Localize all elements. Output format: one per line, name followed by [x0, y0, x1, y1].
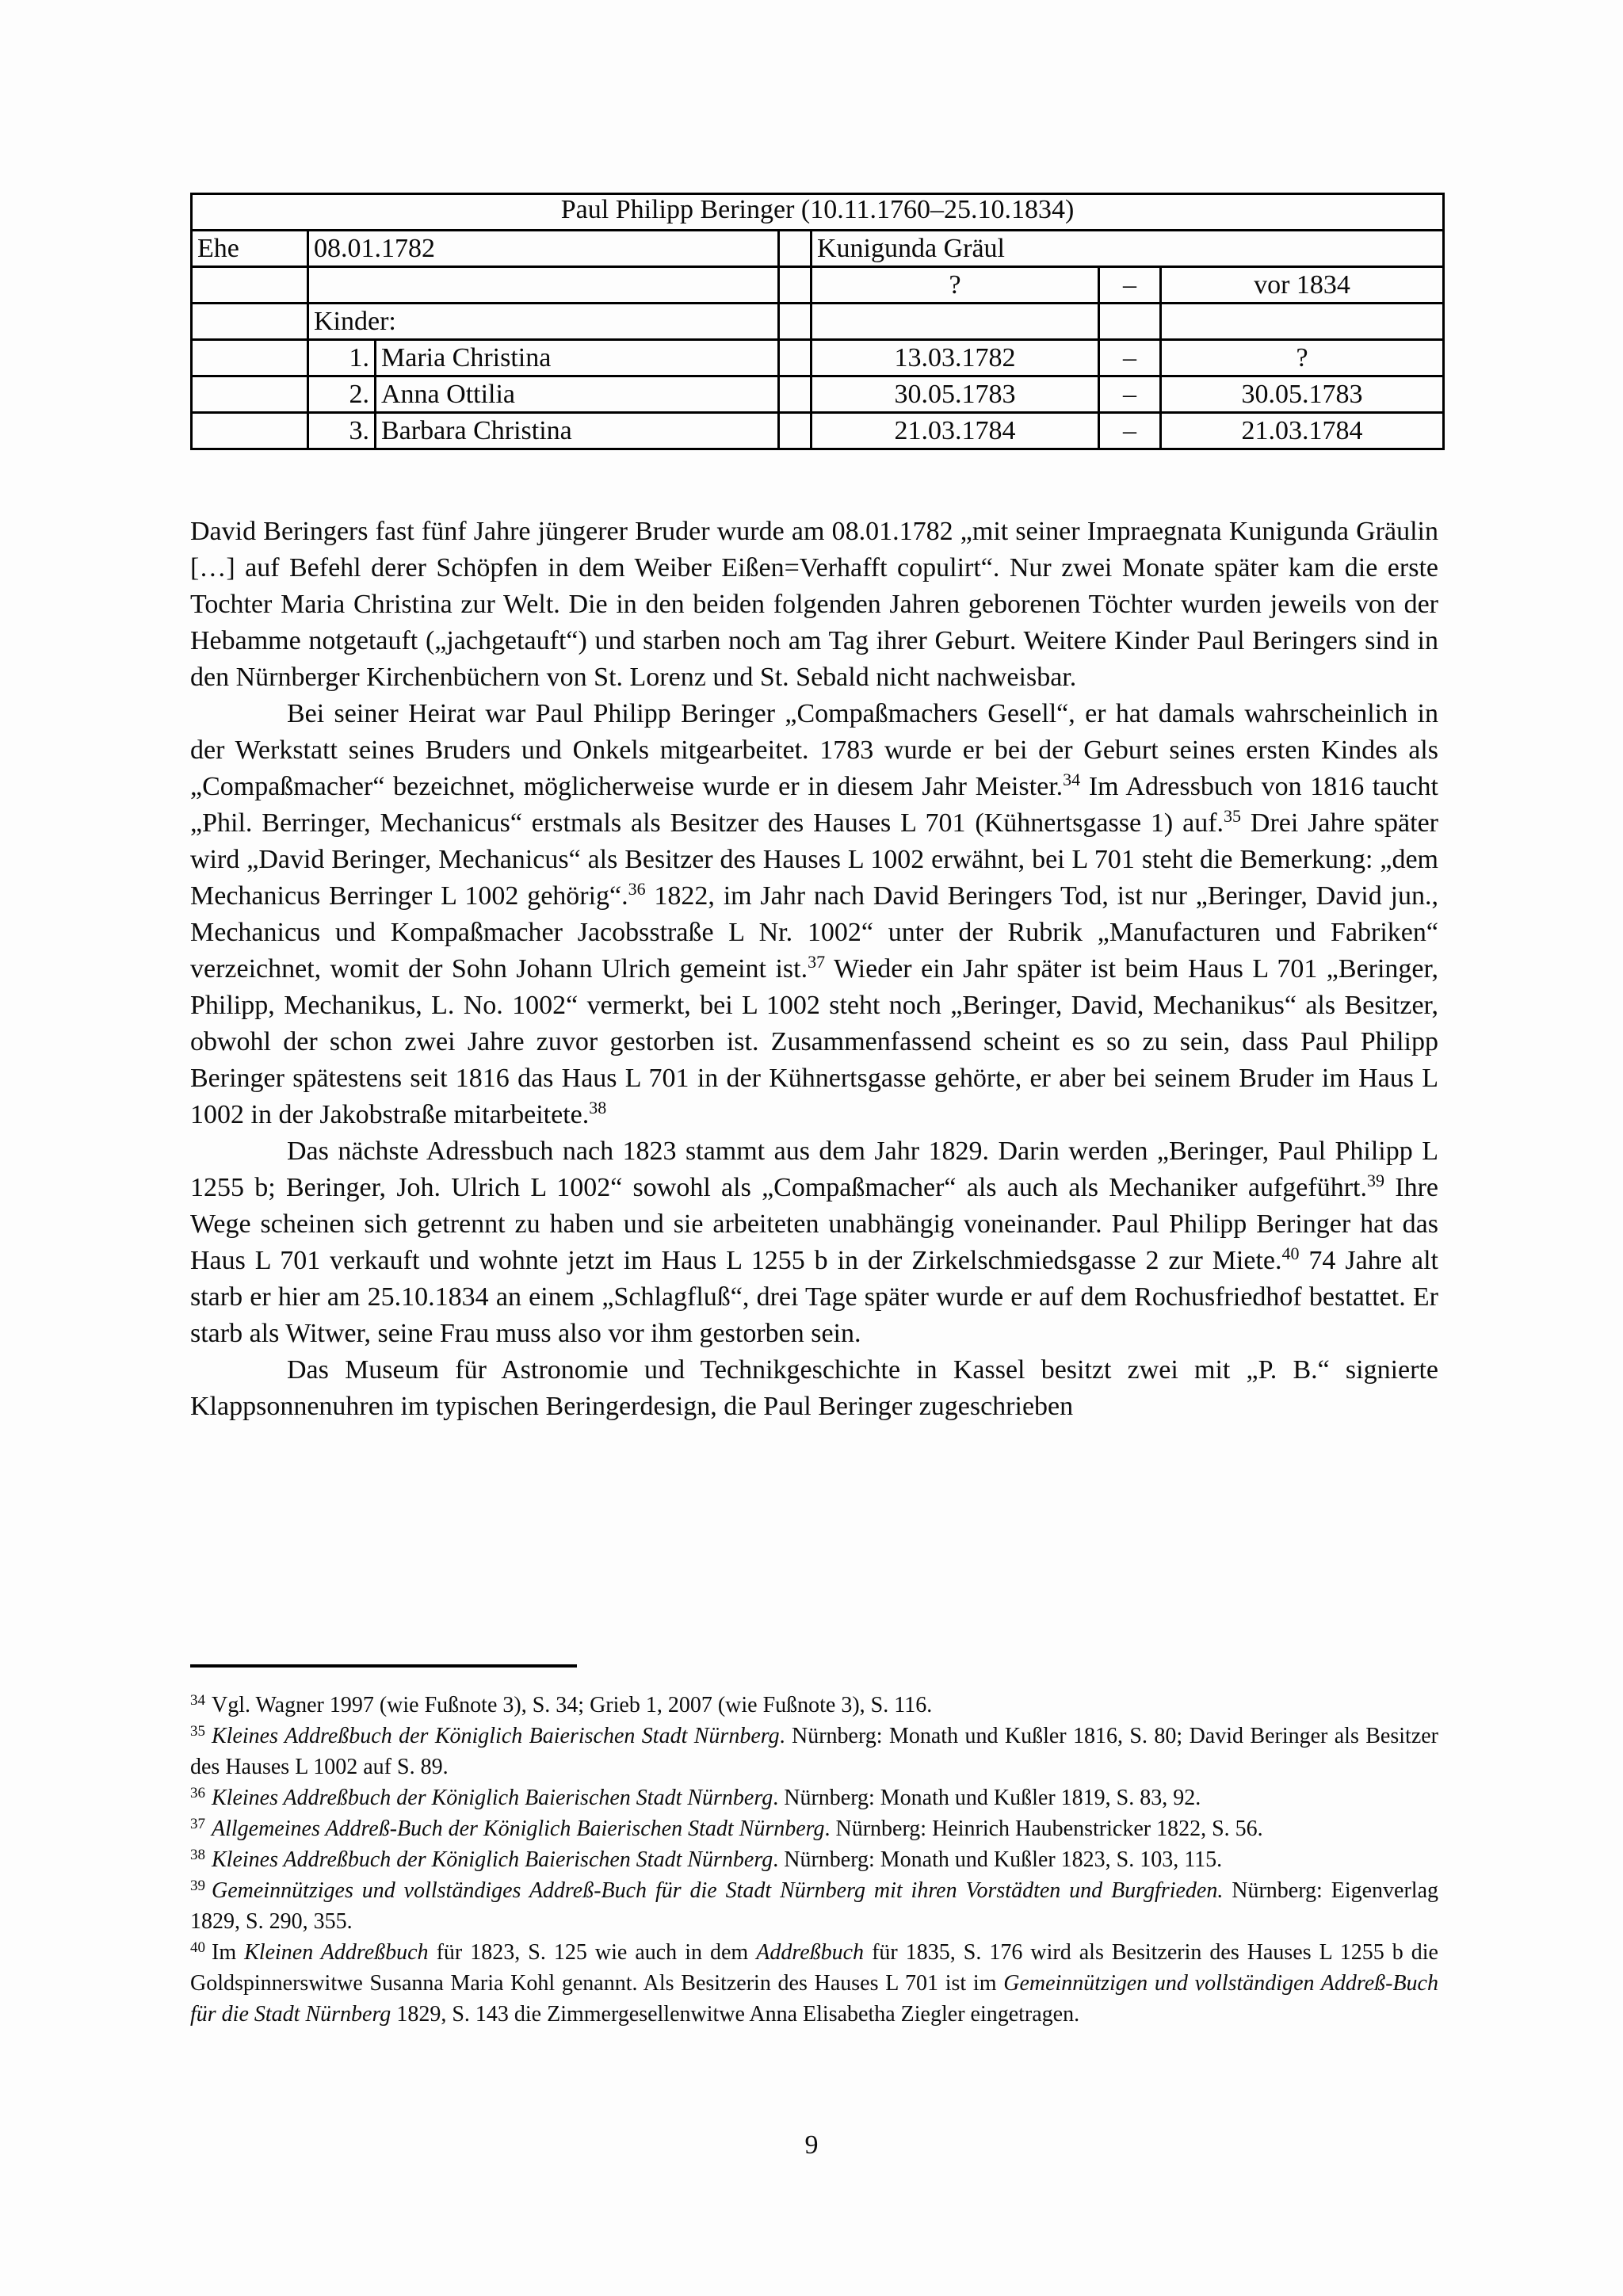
page-number: 9 [804, 2130, 819, 2160]
child-number: 2. [308, 376, 376, 413]
footnote-number: 35 [190, 1722, 205, 1740]
footnote [190, 1875, 1438, 1937]
footnote-text: Kleines Addreßbuch der Königlich Baierischen Stadt Nürnberg. Nürnberg: Monath und Kußler 1823, S. 103, 115. [212, 1847, 1223, 1872]
empty-cell [1161, 304, 1444, 340]
footnote-ref: 36 [628, 878, 646, 899]
footnote-text: Vgl. Wagner 1997 (wie Fußnote 3), S. 34; Grieb 1, 2007 (wie Fußnote 3), S. 116. [212, 1693, 933, 1717]
footnote-ref: 37 [808, 951, 826, 972]
child-birth: 21.03.1784 [812, 413, 1099, 449]
child-name: Maria Christina [376, 340, 779, 376]
spouse-death: vor 1834 [1161, 267, 1444, 304]
footnote [190, 1721, 1438, 1782]
dash-cell: – [1099, 376, 1161, 413]
child-row [192, 340, 1444, 376]
empty-cell [192, 304, 308, 340]
footnote-text: Im Kleinen Addreßbuch für 1823, S. 125 wie auch in dem Addreßbuch für 1835, S. 176 wird als Besitzerin des Hauses L 1255 b die Goldspinnerswitwe Susanna Maria Kohl genannt. Als Besitzerin des Hauses L 701 ist im Gemeinnützigen und vollständigen Addreß-Buch für die Stadt Nürnberg 1829, S. 143 die Zimmergesellenwitwe Anna Elisabetha Ziegler eingetragen. [190, 1940, 1438, 2027]
child-death: 21.03.1784 [1161, 413, 1444, 449]
body-text [190, 514, 1438, 1425]
table-title: Paul Philipp Beringer (10.11.1760–25.10.1834) [192, 194, 1444, 231]
dash-cell: – [1099, 267, 1161, 304]
child-death: 30.05.1783 [1161, 376, 1444, 413]
footnote-ref: 40 [1281, 1243, 1300, 1263]
footnote-number: 36 [190, 1784, 205, 1801]
footnote-area [190, 1664, 1438, 2030]
footnote [190, 1782, 1438, 1813]
children-label-row [192, 304, 1444, 340]
empty-cell [812, 304, 1099, 340]
footnote [190, 1937, 1438, 2030]
footnote-ref: 34 [1063, 769, 1081, 789]
dash-cell: – [1099, 340, 1161, 376]
empty-cell [1099, 304, 1161, 340]
child-row [192, 413, 1444, 449]
empty-cell [308, 267, 779, 304]
marriage-date: 08.01.1782 [308, 231, 779, 267]
children-label: Kinder: [308, 304, 779, 340]
footnote [190, 1690, 1438, 1721]
empty-cell [192, 267, 308, 304]
spacer-cell [779, 376, 812, 413]
footnote [190, 1844, 1438, 1875]
child-row [192, 376, 1444, 413]
spacer-cell [779, 340, 812, 376]
footnote-number: 38 [190, 1846, 205, 1863]
footnote-list [190, 1690, 1438, 2030]
child-name: Barbara Christina [376, 413, 779, 449]
spouse-birth: ? [812, 267, 1099, 304]
empty-cell [192, 340, 308, 376]
child-birth: 13.03.1782 [812, 340, 1099, 376]
child-number: 3. [308, 413, 376, 449]
footnote-text: Gemeinnütziges und vollständiges Addreß-Buch für die Stadt Nürnberg mit ihren Vorstädten und Burgfrieden. Nürnberg: Eigenverlag 1829, S. 290, 355. [190, 1878, 1438, 1934]
paragraph: Das nächste Adressbuch nach 1823 stammt aus dem Jahr 1829. Darin werden „Beringer, Paul Philipp L 1255 b; Beringer, Joh. Ulrich L 1002“ sowohl als „Compaßmacher“ als auch als Mechaniker aufgeführt.$^{39}$ Ihre Wege scheinen sich getrennt zu haben und sie arbeiteten unabhängig voneinander. Paul Philipp Beringer hat das Haus L 701 verkauft und wohnte jetzt im Haus L 1255 b in der Zirkelschmiedsgasse 2 zur Miete.$^{40}$ 74 Jahre alt starb er hier am 25.10.1834 an einem „Schlagfluß“, drei Tage später wurde er auf dem Rochusfriedhof bestattet. Er starb als Witwer, seine Frau muss also vor ihm gestorben sein. [190, 1137, 1438, 1348]
footnote-text: Kleines Addreßbuch der Königlich Baierischen Stadt Nürnberg. Nürnberg: Monath und Kußler 1816, S. 80; David Beringer als Besitzer des Hauses L 1002 auf S. 89. [190, 1724, 1438, 1779]
spacer-cell [779, 267, 812, 304]
marriage-row [192, 231, 1444, 267]
dash-cell: – [1099, 413, 1161, 449]
footnote-ref: 38 [589, 1097, 607, 1117]
marriage-label: Ehe [192, 231, 308, 267]
footnote-number: 40 [190, 1939, 205, 1956]
footnote-ref: 39 [1366, 1170, 1384, 1190]
footnote-number: 34 [190, 1691, 205, 1709]
child-death: ? [1161, 340, 1444, 376]
spouse-dates-row [192, 267, 1444, 304]
table-title-row [192, 194, 1444, 231]
child-name: Anna Ottilia [376, 376, 779, 413]
spacer-cell [779, 304, 812, 340]
child-birth: 30.05.1783 [812, 376, 1099, 413]
spacer-cell [779, 231, 812, 267]
child-number: 1. [308, 340, 376, 376]
paragraph: David Beringers fast fünf Jahre jüngerer Bruder wurde am 08.01.1782 „mit seiner Impraegnata Kunigunda Gräulin […] auf Befehl derer Schöpfen in dem Weiber Eißen=Verhafft copulirt“. Nur zwei Monate später kam die erste Tochter Maria Christina zur Welt. Die in den beiden folgenden Jahren geborenen Töchter wurden jeweils von der Hebamme notgetauft („jachgetauft“) und starben noch am Tag ihrer Geburt. Weitere Kinder Paul Beringers sind in den Nürnberger Kirchenbüchern von St. Lorenz und St. Sebald nicht nachweisbar. [190, 517, 1438, 692]
spacer-cell [779, 413, 812, 449]
genealogy-table [190, 193, 1445, 450]
spouse-name: Kunigunda Gräul [812, 231, 1444, 267]
footnote-separator [190, 1664, 577, 1668]
footnote-number: 39 [190, 1877, 205, 1894]
empty-cell [192, 376, 308, 413]
footnote-text: Allgemeines Addreß-Buch der Königlich Baierischen Stadt Nürnberg. Nürnberg: Heinrich Haubenstricker 1822, S. 56. [212, 1817, 1263, 1841]
footnote-text: Kleines Addreßbuch der Königlich Baierischen Stadt Nürnberg. Nürnberg: Monath und Kußler 1819, S. 83, 92. [212, 1786, 1201, 1810]
paragraph: Das Museum für Astronomie und Technikgeschichte in Kassel besitzt zwei mit „P. B.“ signierte Klappsonnenuhren im typischen Beringerdesign, die Paul Beringer zugeschrieben [190, 1355, 1438, 1421]
footnote [190, 1813, 1438, 1844]
footnote-ref: 35 [1224, 805, 1242, 826]
empty-cell [192, 413, 308, 449]
footnote-number: 37 [190, 1815, 205, 1832]
paragraph: Bei seiner Heirat war Paul Philipp Beringer „Compaßmachers Gesell“, er hat damals wahrscheinlich in der Werkstatt seines Bruders und Onkels mitgearbeitet. 1783 wurde er bei der Geburt seines ersten Kindes als „Compaßmacher“ bezeichnet, möglicherweise wurde er in diesem Jahr Meister.$^{34}$ Im Adressbuch von 1816 taucht „Phil. Berringer, Mechanicus“ erstmals als Besitzer des Hauses L 701 (Kühnertsgasse 1) auf.$^{35}$ Drei Jahre später wird „David Beringer, Mechanicus“ als Besitzer des Hauses L 1002 erwähnt, bei L 701 steht die Bemerkung: „dem Mechanicus Berringer L 1002 gehörig“.$^{36}$ 1822, im Jahr nach David Beringers Tod, ist nur „Beringer, David jun., Mechanicus und Kompaßmacher Jacobsstraße L Nr. 1002“ unter der Rubrik „Manufacturen und Fabriken“ verzeichnet, womit der Sohn Johann Ulrich gemeint ist.$^{37}$ Wieder ein Jahr später ist beim Haus L 701 „Beringer, Philipp, Mechanikus, L. No. 1002“ vermerkt, bei L 1002 steht noch „Beringer, David, Mechanikus“ als Besitzer, obwohl der schon zwei Jahre zuvor gestorben ist. Zusammenfassend scheint es so zu sein, dass Paul Philipp Beringer spätestens seit 1816 das Haus L 701 in der Kühnertsgasse gehörte, er aber bei seinem Bruder im Haus L 1002 in der Jakobstraße mitarbeitete.$^{38}$ [190, 699, 1438, 1129]
